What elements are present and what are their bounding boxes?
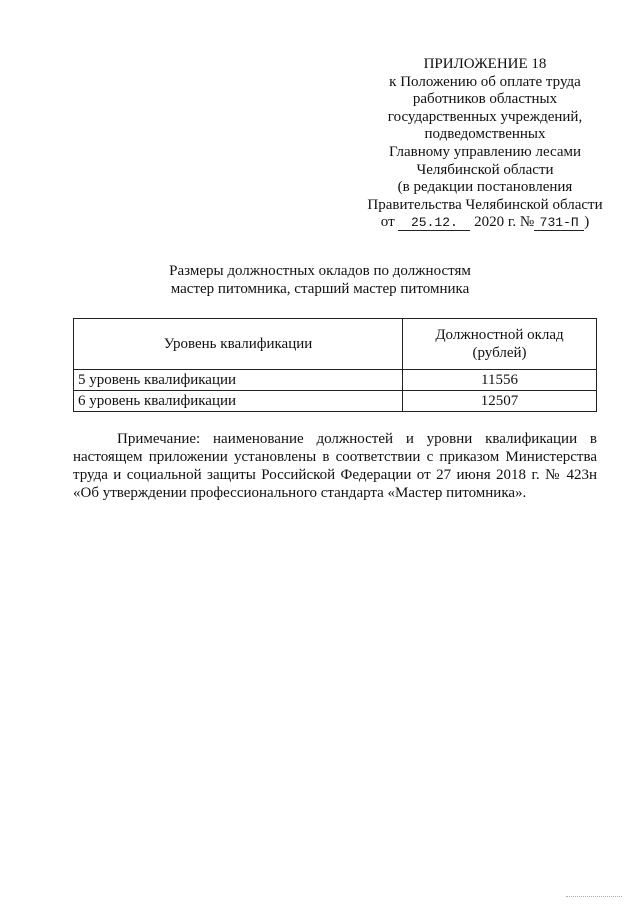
resolution-date: 25.12.	[398, 215, 470, 231]
header-line: государственных учреждений,	[387, 108, 583, 125]
qualification-level-cell: 6 уровень квалификации	[74, 391, 403, 412]
document-title	[60, 262, 580, 298]
appendix-header	[340, 56, 630, 232]
title-line-1: Размеры должностных окладов по должностям	[169, 263, 471, 279]
table-header-row	[74, 319, 597, 370]
column-header-salary: Должностной оклад (рублей)	[403, 319, 597, 370]
header-line: к Положению об оплате труда	[389, 73, 581, 90]
note-section	[73, 430, 597, 502]
qualification-level-cell: 5 уровень квалификации	[74, 370, 403, 391]
table-row	[74, 370, 597, 391]
resolution-number: 731-П	[534, 215, 584, 231]
resolution-date-line	[340, 214, 630, 232]
year-text: 2020 г. №	[474, 214, 535, 231]
salary-cell: 12507	[403, 391, 597, 412]
closing-paren: )	[584, 214, 590, 231]
header-line: подведомственных	[424, 126, 546, 143]
header-line: Главному управлению лесами	[388, 143, 581, 160]
title-line-2: мастер питомника, старший мастер питомника	[170, 281, 470, 297]
header-line: Правительства Челябинской области	[367, 196, 603, 213]
header-line: работников областных	[412, 91, 558, 108]
table-row	[74, 391, 597, 412]
note-text: Примечание: наименование должностей и уровни квалификации в настоящем приложении установлены в соответствии с приказом Министерства труда и социальной защиты Российской Федерации от 27 июня 2018 г. № 423н «Об утверждении профессионального стандарта «Мастер питомника».	[73, 431, 597, 501]
scan-artifact-mark	[566, 896, 622, 897]
header-line: (в редакции постановления	[397, 179, 573, 196]
appendix-title: ПРИЛОЖЕНИЕ 18	[423, 56, 547, 72]
column-header-level: Уровень квалификации	[74, 319, 403, 370]
salary-table	[73, 318, 597, 412]
salary-cell: 11556	[403, 370, 597, 391]
date-prefix: от	[380, 214, 395, 231]
header-line: Челябинской области	[416, 161, 554, 178]
